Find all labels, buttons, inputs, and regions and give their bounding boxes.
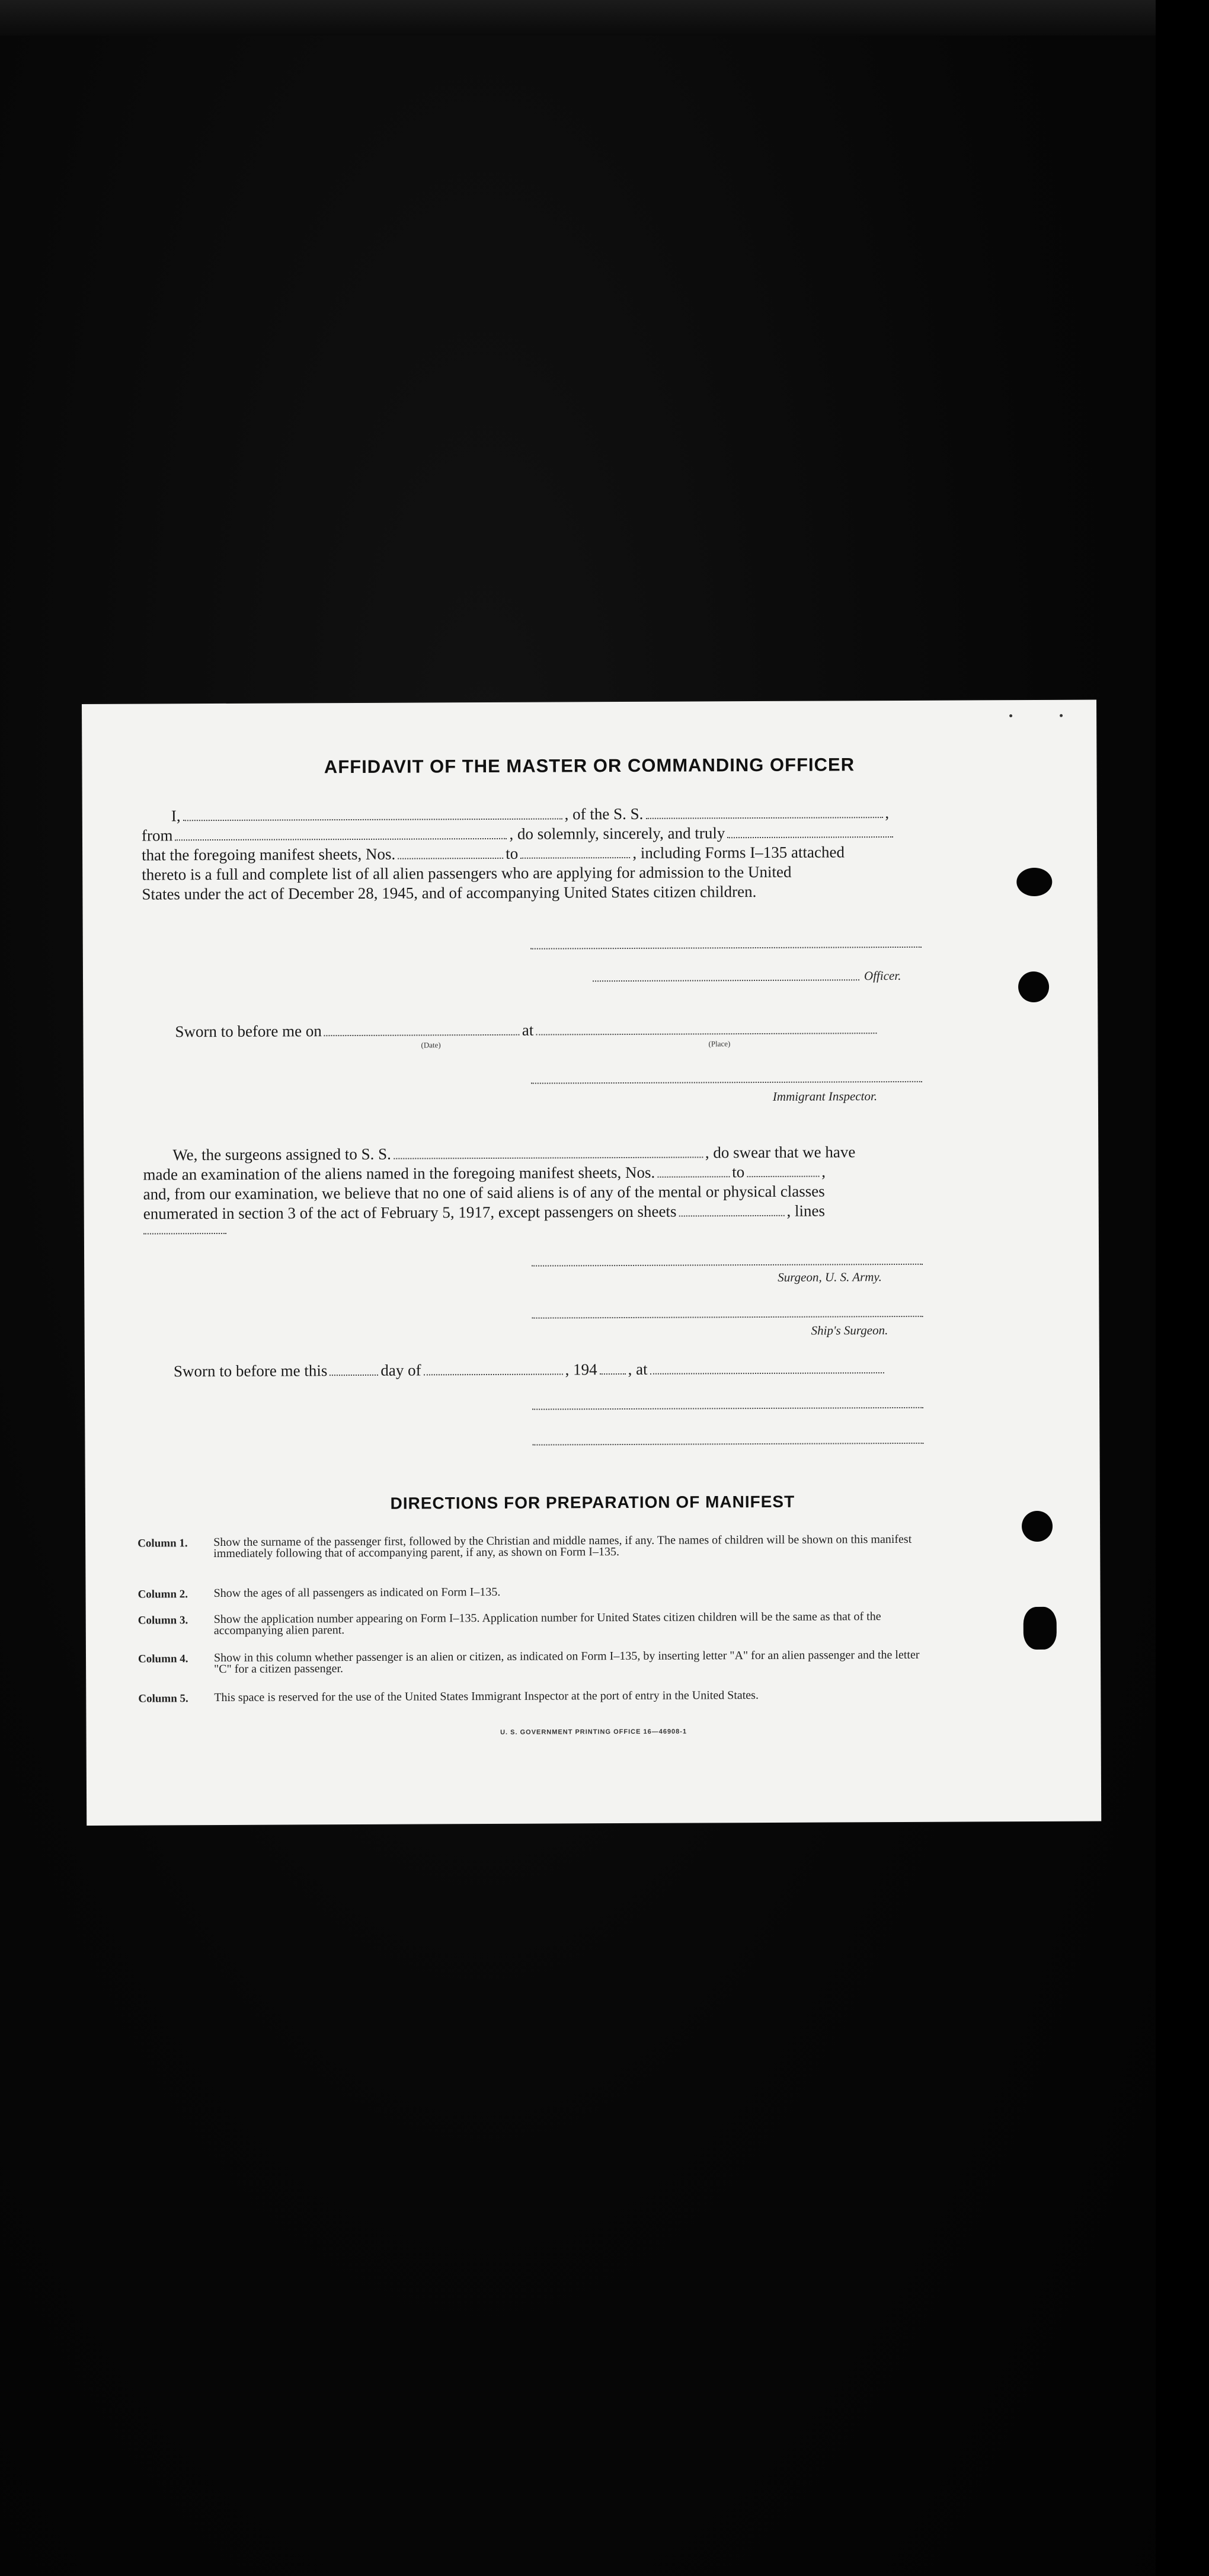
officer-signature-line-2[interactable]: [532, 1407, 923, 1410]
army-surgeon-caption: Surgeon, U. S. Army.: [778, 1270, 882, 1284]
column-3-text: Show the application number appearing on Form I–135. Application number for United States citizen children will be the same as that of the accompanying alien parent.: [213, 1610, 881, 1638]
text: Sworn to before me on: [175, 1022, 322, 1041]
printing-office-line: U. S. GOVERNMENT PRINTING OFFICE 16—46908-1: [500, 1728, 687, 1736]
inspector-signature-line[interactable]: [531, 1081, 922, 1084]
surgeon-sheet-from-field[interactable]: [657, 1163, 730, 1178]
text: at: [522, 1021, 534, 1039]
surgeon-ship-field[interactable]: [394, 1143, 703, 1159]
truly-field[interactable]: [727, 823, 893, 838]
directions-title: DIRECTIONS FOR PREPARATION OF MANIFEST: [390, 1492, 795, 1513]
text: from: [141, 826, 173, 845]
manifest-sheet: [82, 700, 1101, 1826]
text: to: [506, 844, 519, 862]
ship-name-field[interactable]: [645, 804, 882, 819]
text: , do solemnly, sincerely, and truly: [509, 824, 725, 843]
column-2-label: Column 2.: [137, 1588, 188, 1601]
surgeon-sheet-to-field[interactable]: [747, 1163, 819, 1178]
punch-hole-icon: [1018, 971, 1049, 1002]
except-sheets-field[interactable]: [679, 1202, 784, 1217]
punch-hole-icon: [1016, 868, 1052, 896]
sworn-month-field[interactable]: [424, 1360, 563, 1375]
text: day of: [380, 1361, 421, 1379]
sworn-date-field[interactable]: [324, 1021, 520, 1036]
signature-line[interactable]: [530, 947, 922, 950]
affidavit-line-4: thereto is a full and complete list of all alien passengers who are applying for admission to the United: [142, 862, 792, 884]
text: , of the S. S.: [564, 804, 644, 823]
text: made an examination of the aliens named in the foregoing manifest sheets, Nos.: [143, 1163, 655, 1184]
surgeons-line-3: and, from our examination, we believe that no one of said aliens is of any of the mental or physical classes: [143, 1182, 825, 1203]
ship-surgeon-signature-line[interactable]: [532, 1316, 923, 1319]
sworn-day-field[interactable]: [330, 1361, 378, 1376]
film-edge-top: [0, 0, 1156, 36]
affidavit-title: AFFIDAVIT OF THE MASTER OR COMMANDING OFFICER: [324, 754, 855, 778]
sworn-surgeons-line: [174, 1359, 887, 1381]
text: We, the surgeons assigned to S. S.: [172, 1145, 391, 1164]
column-1-label: Column 1.: [137, 1537, 188, 1550]
affidavit-line-2: [142, 823, 896, 846]
officer-caption: Officer.: [863, 968, 901, 983]
sworn-year-field[interactable]: [600, 1360, 626, 1375]
column-2-text: Show the ages of all passengers as indicated on Form I–135.: [213, 1585, 501, 1600]
punch-hole-icon: [1022, 1511, 1053, 1542]
text: , at: [628, 1360, 648, 1378]
column-1-text: Show the surname of the passenger first, followed by the Christian and middle names, if any. The names of children will be shown on this manifest immediately following that of accompanying parent, if any, as shown on Form I–135.: [213, 1532, 912, 1561]
officer-signature-line[interactable]: [593, 979, 859, 982]
speck-icon: [1060, 714, 1063, 717]
master-name-field[interactable]: [183, 805, 562, 821]
film-edge-right: [1156, 0, 1209, 2576]
surgeons-line-1: [172, 1142, 855, 1165]
text: I,: [171, 807, 181, 825]
punch-hole-icon: [1024, 1607, 1057, 1650]
column-5-text: This space is reserved for the use of the United States Immigrant Inspector at the port of entry in the United States.: [214, 1689, 759, 1705]
text: Sworn to before me this: [173, 1361, 328, 1380]
date-caption: (Date): [421, 1040, 441, 1050]
army-surgeon-signature-line[interactable]: [532, 1264, 923, 1267]
text: ,: [885, 804, 890, 822]
column-4-text: Show in this column whether passenger is an alien or citizen, as indicated on Form I–135, by inserting letter "A" for an alien passenger and the letter "C" for a citizen passenger.: [213, 1648, 920, 1676]
text: enumerated in section 3 of the act of February 5, 1917, except passengers on sheets: [143, 1202, 677, 1223]
text: to: [732, 1163, 745, 1181]
officer-title-line[interactable]: [532, 1443, 923, 1446]
column-5-label: Column 5.: [138, 1692, 188, 1705]
text: ,: [821, 1162, 826, 1181]
affidavit-line-5: States under the act of December 28, 1945, and of accompanying United States citizen children.: [142, 883, 757, 903]
sheet-to-field[interactable]: [520, 844, 630, 859]
inspector-caption: Immigrant Inspector.: [772, 1089, 878, 1104]
sworn-officer-line: [175, 1019, 879, 1041]
affidavit-line-3: [142, 842, 845, 865]
surgeons-line-4: [143, 1201, 825, 1224]
column-4-label: Column 4.: [137, 1653, 188, 1666]
ship-surgeon-caption: Ship's Surgeon.: [811, 1323, 888, 1338]
text: , do swear that we have: [705, 1143, 856, 1162]
affidavit-line-1: [171, 803, 889, 826]
column-3-label: Column 3.: [137, 1614, 188, 1627]
sworn-place-field[interactable]: [536, 1019, 877, 1035]
surgeons-line-2: [143, 1162, 826, 1185]
text: , lines: [786, 1201, 826, 1220]
text: , 194: [565, 1360, 597, 1379]
from-port-field[interactable]: [175, 825, 507, 840]
text: , including Forms I–135 attached: [632, 843, 845, 862]
speck-icon: [1009, 714, 1012, 717]
sheet-from-field[interactable]: [398, 845, 503, 859]
place-caption: (Place): [708, 1039, 731, 1049]
sworn-at-field[interactable]: [650, 1359, 884, 1375]
text: that the foregoing manifest sheets, Nos.: [142, 845, 396, 864]
lines-field[interactable]: [143, 1233, 226, 1235]
